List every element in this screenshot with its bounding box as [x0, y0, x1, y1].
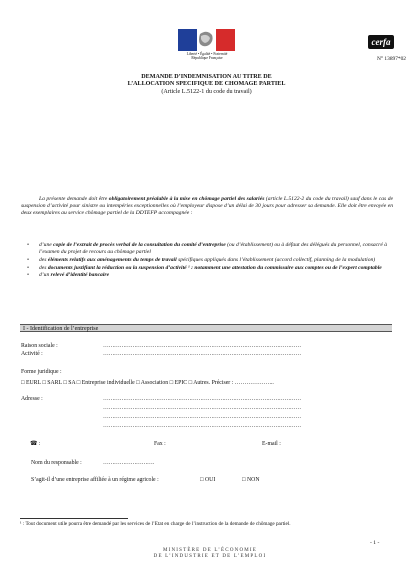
cerfa-badge-icon	[367, 33, 395, 51]
logo-motto: Liberté • Égalité • Fraternité	[186, 52, 228, 56]
cerfa-logo	[367, 33, 395, 56]
forme-juridique-label: Forme juridique :	[21, 369, 62, 375]
responsable-label: Nom du responsable :	[31, 460, 82, 466]
list-item: • d’une copie de l’extrait de procès verbal de la consultation du comité d’entreprise (ou d’établissement) ou à défaut des délégués du personnel, consacré à l’examen du projet de recours au chômage partiel	[27, 242, 388, 256]
bullet-icon: •	[27, 264, 29, 271]
republique-francaise-logo	[176, 29, 238, 63]
attachments-list	[21, 242, 393, 280]
adresse-label: Adresse :	[21, 396, 43, 402]
page-number: - 1 -	[370, 540, 380, 546]
bullet-icon: •	[27, 272, 29, 279]
title-line-3: (Article L.5122-1 du code du travail)	[161, 88, 252, 95]
cerfa-number: N° 13897*02	[377, 56, 406, 62]
list-item: • des documents justifiant la réduction ou la suspension d’activité ¹ : notamment une attestation du commissaire aux comptes ou de l’expert comptable	[27, 264, 382, 271]
ministry-line-2: DE L’INDUSTRIE ET DE L’EMPLOI	[153, 554, 267, 559]
ministry-logo	[140, 548, 280, 560]
raison-sociale-field[interactable]: ………………………………………………………………………………………………	[103, 343, 301, 349]
email-label: E-mail :	[262, 441, 281, 447]
bullet-icon: •	[27, 256, 29, 263]
section-heading: I - Identification de l’entreprise	[20, 324, 392, 332]
forme-juridique-options[interactable]: □ EURL □ SARL □ SA □ Entreprise individuelle □ Association □ EPIC □ Autres. Préciser : ………………...	[21, 380, 274, 386]
intro-text-rest: (article L.5122-2 du code du travail) sauf dans le cas de suspension d’activité pour sinistre ou intempéries exceptionnelles où l’employeur dispose d’un délai de 30 jours pour adresser sa demande. Elle doit être envoyée en deux exemplaires au service chômage partiel de la DDTEFP accompagnée :	[21, 196, 393, 217]
activite-field[interactable]: ………………………………………………………………………………………………	[103, 351, 301, 357]
logo-caption: République Française	[191, 56, 223, 61]
adresse-field-line-4[interactable]: ………………………………………………………………………………………………	[103, 423, 301, 429]
intro-paragraph	[21, 196, 393, 218]
title-line-2: L’ALLOCATION SPECIFIQUE DE CHOMAGE PARTIEL	[127, 81, 286, 88]
adresse-field-line-3[interactable]: ………………………………………………………………………………………………	[103, 414, 301, 420]
list-item: • d’un relevé d’identité bancaire	[27, 272, 110, 279]
bullet-icon: •	[27, 242, 29, 248]
telephone-icon: ☎	[30, 441, 38, 447]
footnote: ¹ : Tout document utile pourra être demandé par les services de l’Etat en charge de l’instruction de la demande de chômage partiel.	[20, 521, 291, 527]
raison-sociale-label: Raison sociale :	[21, 343, 58, 349]
cerfa-logo-text: cerfa	[371, 37, 391, 47]
footnote-separator	[20, 518, 128, 519]
document-title	[60, 74, 353, 96]
intro-text-bold: obligatoirement préalable à la mise en chômage partiel des salariés	[108, 196, 265, 202]
responsable-field[interactable]: ……………………….	[103, 460, 154, 466]
intro-text-start: La présente demande doit être	[39, 196, 109, 202]
fax-label: Fax :	[154, 441, 166, 447]
adresse-field-line-1[interactable]: ………………………………………………………………………………………………	[103, 396, 301, 402]
adresse-field-line-2[interactable]: ………………………………………………………………………………………………	[103, 405, 301, 411]
title-line-1: DEMANDE D’INDEMNISATION AU TITRE DE	[141, 74, 272, 80]
activite-label: Activité :	[21, 351, 43, 357]
non-checkbox[interactable]: □ NON	[242, 477, 260, 483]
telephone-label: ☎ :	[30, 441, 41, 447]
list-item: • des éléments relatifs aux aménagements du temps de travail spécifiques appliqués dans l’établissement (accord collectif, planning de la modulation)	[27, 256, 376, 263]
oui-checkbox[interactable]: □ OUI	[200, 477, 216, 483]
ministry-line-1: MINISTÈRE DE L’ÉCONOMIE	[162, 548, 258, 553]
regime-agricole-question: S’agit-il d’une entreprise affiliée à un régime agricole :	[31, 477, 159, 483]
